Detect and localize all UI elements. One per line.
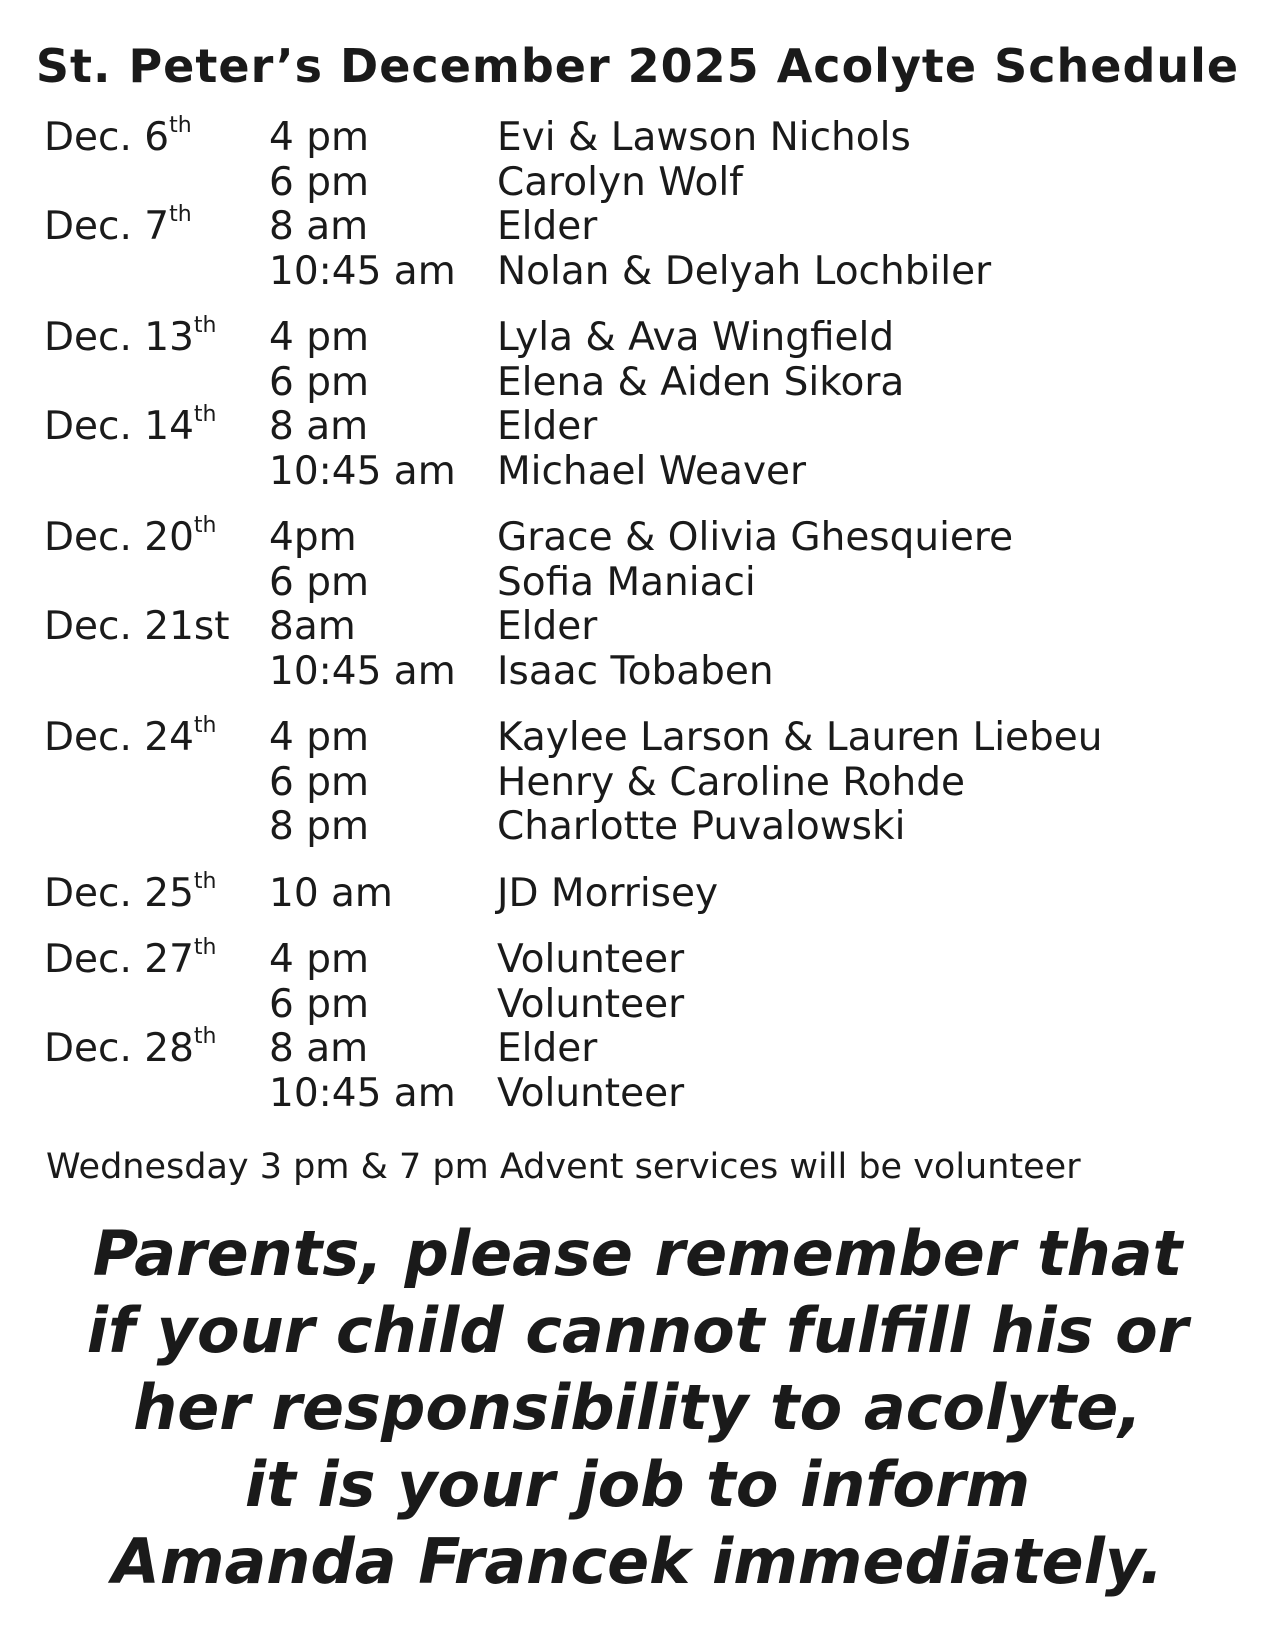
schedule-row [44, 113, 1244, 161]
schedule-time: 4 pm [269, 715, 369, 760]
schedule-acolytes: Lyla & Ava Wingfield [497, 315, 895, 360]
schedule-group [44, 513, 1244, 694]
schedule-acolytes: Elder [497, 404, 598, 449]
schedule-date-suffix: th [193, 713, 217, 738]
schedule-date-suffix: th [193, 513, 217, 538]
schedule-date-text: Dec. 21st [44, 604, 230, 649]
schedule-group [44, 868, 1244, 917]
schedule-time: 8 am [269, 404, 369, 449]
schedule-group [44, 935, 1244, 1116]
schedule-time: 10:45 am [269, 448, 456, 494]
schedule-time: 10 am [269, 870, 393, 916]
reminder-line: Amanda Francek immediately. [111, 1525, 1164, 1598]
schedule-date [44, 202, 192, 250]
schedule-row [44, 450, 1244, 495]
reminder-line: if your child cannot fulfill his or [86, 1294, 1189, 1367]
schedule-row [44, 868, 1244, 917]
schedule-date [44, 605, 230, 650]
schedule-acolytes: Volunteer [497, 1070, 685, 1116]
schedule-row [44, 250, 1244, 295]
schedule-time: 6 pm [269, 981, 369, 1027]
schedule-date [44, 513, 217, 561]
schedule-date [44, 935, 217, 983]
schedule-date-suffix: th [169, 113, 192, 138]
schedule-date-text: Dec. 28 [44, 1026, 194, 1071]
schedule-date [44, 402, 217, 450]
schedule-date-suffix: th [193, 935, 217, 960]
schedule-date-suffix: th [193, 868, 217, 894]
advent-services-note: Wednesday 3 pm & 7 pm Advent services will be volunteer [46, 1147, 1081, 1187]
schedule-acolytes: Elder [497, 604, 598, 649]
schedule-date-text: Dec. 6 [44, 115, 170, 160]
schedule-acolytes: Elder [497, 204, 598, 249]
schedule-acolytes: Carolyn Wolf [497, 159, 743, 205]
schedule-row [44, 650, 1244, 695]
schedule-acolytes: Kaylee Larson & Lauren Liebeu [497, 715, 1103, 760]
reminder-line: it is your job to inform [244, 1448, 1031, 1521]
schedule-group [44, 713, 1244, 850]
schedule-acolytes: Isaac Tobaben [497, 648, 774, 694]
schedule-time: 10:45 am [269, 648, 456, 694]
reminder-line: her responsibility to acolyte, [133, 1371, 1142, 1444]
schedule-time: 8 am [269, 204, 369, 249]
schedule-group [44, 313, 1244, 494]
schedule-acolytes: Nolan & Delyah Lochbiler [497, 248, 992, 294]
schedule-row [44, 605, 1244, 650]
schedule-acolytes: Charlotte Puvalowski [497, 804, 906, 849]
schedule-time: 4 pm [269, 315, 369, 360]
schedule-date-text: Dec. 24 [44, 715, 194, 760]
schedule-date-text: Dec. 27 [44, 937, 194, 982]
schedule-date [44, 313, 217, 361]
parent-reminder [0, 1215, 1275, 1600]
schedule-row [44, 1024, 1244, 1072]
schedule-time: 4 pm [269, 937, 369, 982]
schedule-row [44, 402, 1244, 450]
schedule-acolytes: Elena & Aiden Sikora [497, 359, 905, 405]
schedule-date-text: Dec. 14 [44, 404, 194, 449]
schedule-row [44, 713, 1244, 761]
schedule-time: 10:45 am [269, 1070, 456, 1116]
schedule-date-suffix: th [193, 402, 217, 427]
schedule-acolytes: Sofia Maniaci [497, 559, 756, 605]
acolyte-schedule [44, 113, 1244, 1138]
schedule-row [44, 805, 1244, 850]
schedule-group [44, 113, 1244, 294]
schedule-time: 6 pm [269, 559, 369, 605]
schedule-time: 6 pm [269, 359, 369, 405]
page-title: St. Peter’s December 2025 Acolyte Schedule [35, 39, 1240, 93]
schedule-time: 4 pm [269, 115, 369, 160]
schedule-row [44, 202, 1244, 250]
schedule-acolytes: Volunteer [497, 981, 685, 1027]
schedule-acolytes: Grace & Olivia Ghesquiere [497, 515, 1014, 560]
schedule-time: 4pm [269, 515, 357, 560]
schedule-row [44, 513, 1244, 561]
reminder-line: Parents, please remember that [92, 1217, 1183, 1290]
schedule-date-text: Dec. 13 [44, 315, 194, 360]
schedule-date-suffix: th [169, 202, 192, 227]
schedule-time: 8 pm [269, 804, 369, 849]
schedule-row [44, 935, 1244, 983]
schedule-row [44, 561, 1244, 606]
schedule-date-suffix: th [193, 313, 217, 338]
schedule-date [44, 713, 217, 761]
schedule-time: 6 pm [269, 759, 369, 805]
schedule-row [44, 313, 1244, 361]
schedule-acolytes: JD Morrisey [497, 870, 719, 916]
schedule-row [44, 1072, 1244, 1117]
schedule-time: 10:45 am [269, 248, 456, 294]
schedule-row [44, 161, 1244, 206]
schedule-time: 6 pm [269, 159, 369, 205]
schedule-time: 8am [269, 604, 356, 649]
schedule-date-suffix: th [193, 1024, 217, 1049]
schedule-date [44, 868, 217, 917]
schedule-acolytes: Elder [497, 1026, 598, 1071]
schedule-date [44, 113, 192, 161]
schedule-row [44, 983, 1244, 1028]
schedule-acolytes: Michael Weaver [497, 448, 807, 494]
schedule-row [44, 361, 1244, 406]
schedule-acolytes: Henry & Caroline Rohde [497, 759, 965, 805]
schedule-time: 8 am [269, 1026, 369, 1071]
schedule-row [44, 761, 1244, 806]
schedule-date-text: Dec. 7 [44, 204, 170, 249]
schedule-date-text: Dec. 25 [44, 870, 194, 916]
schedule-date [44, 1024, 217, 1072]
schedule-date-text: Dec. 20 [44, 515, 194, 560]
schedule-acolytes: Evi & Lawson Nichols [497, 115, 911, 160]
schedule-acolytes: Volunteer [497, 937, 685, 982]
